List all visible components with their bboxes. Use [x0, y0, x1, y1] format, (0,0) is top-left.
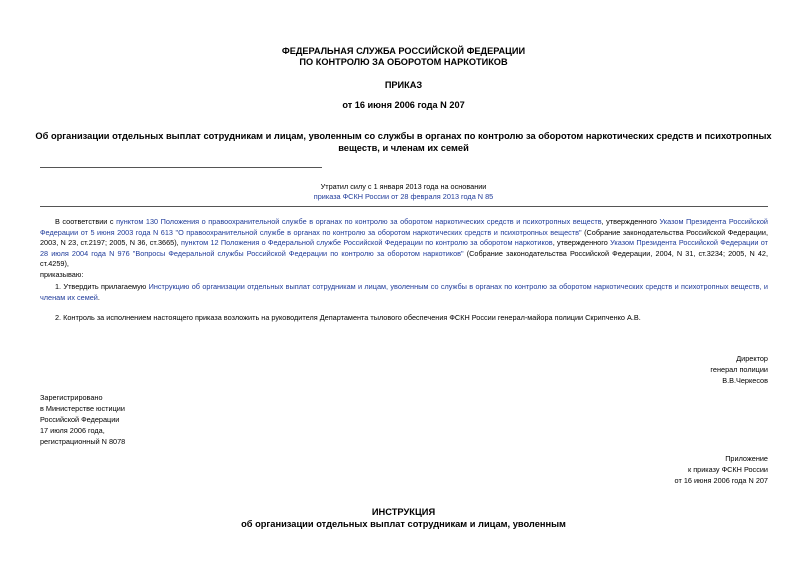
status-note-link-wrap [0, 192, 807, 202]
registration-line1: Зарегистрировано [40, 393, 103, 402]
preamble-text-2: , утвержденного [601, 217, 660, 226]
appendix-block [675, 453, 768, 486]
org-name-line1: ФЕДЕРАЛЬНАЯ СЛУЖБА РОССИЙСКОЙ ФЕДЕРАЦИИ [281, 46, 526, 56]
registration-line4: 17 июля 2006 года, [40, 426, 105, 435]
law-link-decree-613[interactable]: Указом Президента Российской Федерации от 5 июня 2003 года N 613 "О правоохранительной службе в органах по контролю за оборотом наркотических средств и психотропных веществ" [40, 217, 768, 237]
instruction-link[interactable]: Инструкцию об организации отдельных выплат сотрудникам и лицам, уволенным со службы в органах по контролю за оборотом наркотических средств и психотропных веществ, и членам их семей [40, 282, 768, 302]
item1-end: . [97, 292, 100, 302]
registration-line5: регистрационный N 8078 [40, 437, 126, 446]
instruction-title: ИНСТРУКЦИЯ [371, 507, 436, 517]
status-note: Утратил силу с 1 января 2013 года на основании [320, 182, 487, 191]
preamble-text-4: , утвержденного [552, 238, 611, 247]
document-date: от 16 июня 2006 года N 207 [342, 100, 465, 110]
preamble-text-1: В соответствии с [55, 217, 117, 226]
document-type: ПРИКАЗ [384, 80, 423, 90]
order-word: приказываю: [40, 270, 84, 279]
preamble-text-3: (Собрание законодательства Российской Федерации, 2003, N 23, ст.2197; 2005, N 36, ст.3665), [40, 227, 768, 247]
document-title-line1: Об организации отдельных выплат сотрудникам и лицам, уволенным со службы в органах по контролю за оборотом наркотических средств и психотропных [35, 131, 772, 141]
appendix-line3: от 16 июня 2006 года N 207 [674, 476, 768, 485]
registration-line3: Российской Федерации [40, 415, 120, 424]
repeal-order-link[interactable]: приказа ФСКН России от 28 февраля 2013 года N 85 [313, 192, 494, 201]
signature-position: Директор [736, 354, 768, 363]
separator-short [40, 167, 322, 168]
law-link-p130[interactable]: пунктом 130 Положения о правоохранительной службе в органах по контролю за оборотом наркотических средств и психотропных веществ [116, 217, 602, 226]
preamble-text-5: (Собрание законодательства Российской Федерации, 2004, N 31, ст.3234; 2005, N 42, ст.4259), [40, 248, 768, 268]
org-name-line2: ПО КОНТРОЛЮ ЗА ОБОРОТОМ НАРКОТИКОВ [299, 57, 508, 67]
signature-block [710, 353, 768, 386]
appendix-line2: к приказу ФСКН России [688, 465, 768, 474]
item1-text: 1. Утвердить прилагаемую [55, 282, 149, 291]
instruction-subtitle: об организации отдельных выплат сотрудникам и лицам, уволенным [241, 519, 566, 529]
law-link-decree-976[interactable]: Указом Президента Российской Федерации от 28 июля 2004 года N 976 "Вопросы Федеральной службы Российской Федерации по контролю за оборотом наркотиков" [40, 238, 768, 258]
signature-rank: генерал полиции [710, 365, 768, 374]
appendix-line1: Приложение [725, 454, 768, 463]
registration-line2: в Министерстве юстиции [40, 404, 125, 413]
order-item-2: 2. Контроль за исполнением настоящего приказа возложить на руководителя Департамента тылового обеспечения ФСКН России генерал-майора полиции Скрипченко А.В. [55, 313, 641, 322]
document-title-line2: веществ, и членам их семей [338, 143, 469, 153]
registration-block [40, 392, 125, 447]
separator-long [40, 206, 768, 207]
law-link-p12[interactable]: пунктом 12 Положения о Федеральной службе Российской Федерации по контролю за оборотом наркотиков [180, 238, 553, 247]
order-item-1 [40, 282, 768, 303]
signature-name: В.В.Черкесов [722, 376, 768, 385]
preamble-paragraph [40, 217, 768, 270]
